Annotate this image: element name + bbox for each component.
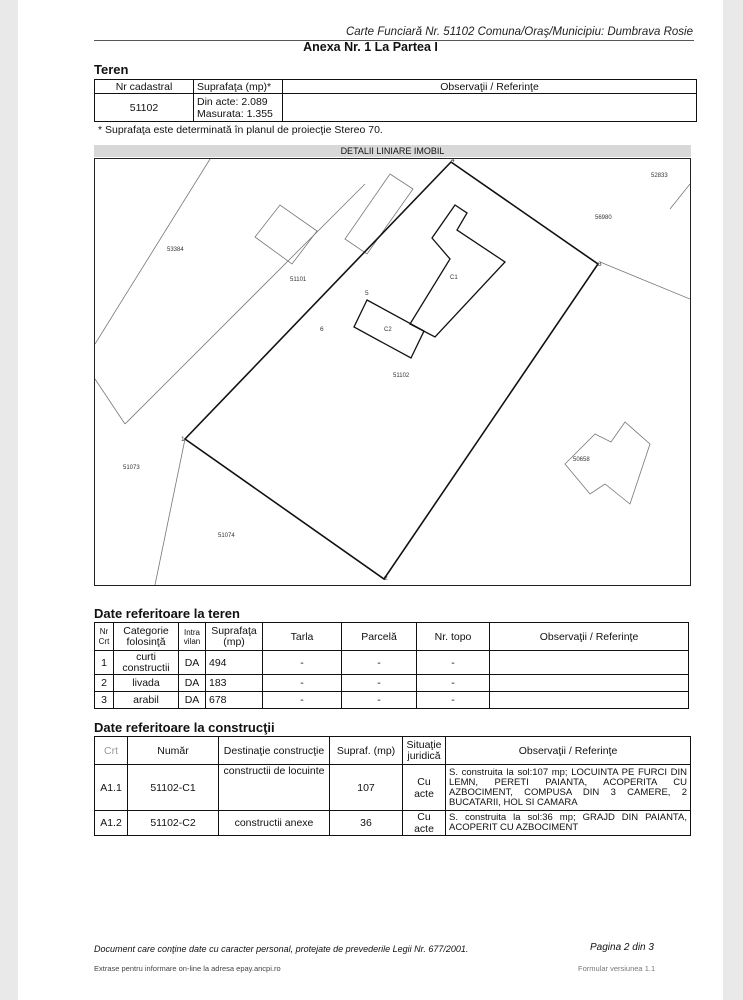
vertex-label: 1 (181, 436, 185, 443)
row-destinatie: constructii de locuinte (219, 765, 330, 811)
nr-cadastral-value: 51102 (95, 94, 194, 122)
neighbor-boundary-line (95, 379, 125, 424)
header-observatii: Observaţii / Referinţe (283, 80, 697, 94)
table-row (95, 811, 691, 836)
row-categorie: curti constructii (114, 651, 179, 675)
neighbor-label: 51074 (218, 533, 235, 539)
header-destinatie: Destinaţie construcţie (219, 737, 330, 765)
document-page (18, 0, 723, 1000)
row-crt: A1.1 (95, 765, 128, 811)
form-version: Formular versiunea 1.1 (578, 964, 656, 973)
header-intravilan: Intra vilan (179, 623, 206, 651)
row-categorie: livada (114, 675, 179, 692)
neighbor-label: 52833 (651, 173, 668, 179)
extras-info: Extrase pentru informare on-line la adresa epay.ancpi.ro (94, 964, 281, 973)
privacy-disclaimer: Document care conţine date cu caracter personal, protejate de prevederile Legii Nr. 677/2001. (94, 944, 469, 954)
building-c2-label: C2 (384, 327, 392, 333)
row-nr: 3 (95, 692, 114, 709)
row-intravilan: DA (179, 651, 206, 675)
table-row (95, 692, 689, 709)
neighbor-label: 51073 (123, 465, 140, 471)
row-intravilan: DA (179, 675, 206, 692)
date-constructii-section-title: Date referitoare la construcţii (94, 720, 275, 735)
row-suprafata: 183 (206, 675, 263, 692)
row-parcela: - (342, 692, 417, 709)
neighbor-label: 50658 (573, 457, 590, 463)
header-tarla: Tarla (263, 623, 342, 651)
neighbor-boundary-line (125, 184, 365, 424)
vertex-label: 3 (598, 261, 602, 268)
row-intravilan: DA (179, 692, 206, 709)
neighbor-label: 56980 (595, 215, 612, 221)
vertex-label: 2 (384, 575, 388, 582)
header-nr-topo: Nr. topo (417, 623, 490, 651)
table-row (95, 651, 689, 675)
row-nr: 1 (95, 651, 114, 675)
header-nr-crt: Nr Crt (95, 623, 114, 651)
row-topo: - (417, 651, 490, 675)
building-c1-outline (410, 205, 505, 337)
row-tarla: - (263, 651, 342, 675)
row-destinatie: constructii anexe (219, 811, 330, 836)
row-crt: A1.2 (95, 811, 128, 836)
map-drawing (95, 159, 690, 585)
header-observatii-constructii: Observaţii / Referinţe (446, 737, 691, 765)
building-c1-label: C1 (450, 275, 458, 281)
table-row (95, 765, 691, 811)
teren-section-title: Teren (94, 62, 129, 77)
annex-title: Anexa Nr. 1 La Partea I (303, 40, 438, 54)
neighbor-label: 53384 (167, 247, 184, 253)
observatii-value (283, 94, 697, 122)
row-observatii (490, 675, 689, 692)
row-categorie: arabil (114, 692, 179, 709)
header-crt: Crt (95, 737, 128, 765)
row-situatie: Cu acte (403, 765, 446, 811)
map-title: DETALII LINIARE IMOBIL (94, 145, 691, 157)
header-observatii-teren: Observaţii / Referinţe (490, 623, 689, 651)
row-tarla: - (263, 675, 342, 692)
vertex-label: 6 (320, 326, 324, 333)
row-observatii (490, 651, 689, 675)
neighbor-boundary-line (155, 439, 185, 585)
header-categorie: Categorie folosinţă (114, 623, 179, 651)
header-suprafata-teren: Suprafaţa (mp) (206, 623, 263, 651)
projection-note: * Suprafaţa este determinată în planul de proiecţie Stereo 70. (98, 124, 383, 136)
din-acte: Din acte: 2.089 (197, 95, 268, 108)
header-situatie: Situaţie juridică (403, 737, 446, 765)
neighbor-label: 51101 (290, 277, 307, 283)
vertex-label: 4 (451, 159, 455, 164)
vertex-label: 5 (365, 290, 369, 297)
row-parcela: - (342, 675, 417, 692)
parcel-51102-boundary (185, 162, 598, 579)
row-numar: 51102-C2 (128, 811, 219, 836)
table-row (95, 675, 689, 692)
neighbor-boundary-line (670, 184, 690, 209)
row-nr: 2 (95, 675, 114, 692)
row-suprafata: 678 (206, 692, 263, 709)
date-teren-table (94, 622, 689, 709)
row-tarla: - (263, 692, 342, 709)
neighbor-building (255, 205, 317, 264)
cadastral-map (94, 158, 691, 586)
teren-table (94, 79, 697, 122)
row-topo: - (417, 675, 490, 692)
header-numar: Număr (128, 737, 219, 765)
neighbor-boundary-line (95, 159, 210, 344)
date-teren-section-title: Date referitoare la teren (94, 606, 240, 621)
document-header: Carte Funciară Nr. 51102 Comuna/Oraş/Municipiu: Dumbrava Rosie (345, 26, 693, 38)
header-parcela: Parcelă (342, 623, 417, 651)
header-suprafata: Suprafaţa (mp)* (194, 80, 283, 94)
row-suprafata: 494 (206, 651, 263, 675)
header-supraf: Supraf. (mp) (330, 737, 403, 765)
row-topo: - (417, 692, 490, 709)
row-supraf: 36 (330, 811, 403, 836)
masurata: Masurata: 1.355 (197, 107, 273, 120)
neighbor-building (565, 422, 650, 504)
row-parcela: - (342, 651, 417, 675)
date-constructii-table (94, 736, 691, 836)
neighbor-boundary-line (600, 262, 690, 299)
page-number: Pagina 2 din 3 (590, 942, 654, 953)
neighbor-building (345, 174, 413, 254)
row-observatii (490, 692, 689, 709)
row-observatii: S. construita la sol:107 mp; LOCUINTA PE FURCI DIN LEMN, PERETI PAIANTA, ACOPERITA CU AZBOCIMENT, COMPUSA DIN 3 CAMERE, 2 BUCATARII, HOL SI CAMARA (446, 765, 691, 811)
header-nr-cadastral: Nr cadastral (95, 80, 194, 94)
row-supraf: 107 (330, 765, 403, 811)
row-observatii: S. construita la sol:36 mp; GRAJD DIN PAIANTA, ACOPERIT CU AZBOCIMENT (446, 811, 691, 836)
parcel-label: 51102 (393, 373, 410, 379)
row-numar: 51102-C1 (128, 765, 219, 811)
suprafata-value (194, 94, 283, 122)
row-situatie: Cu acte (403, 811, 446, 836)
